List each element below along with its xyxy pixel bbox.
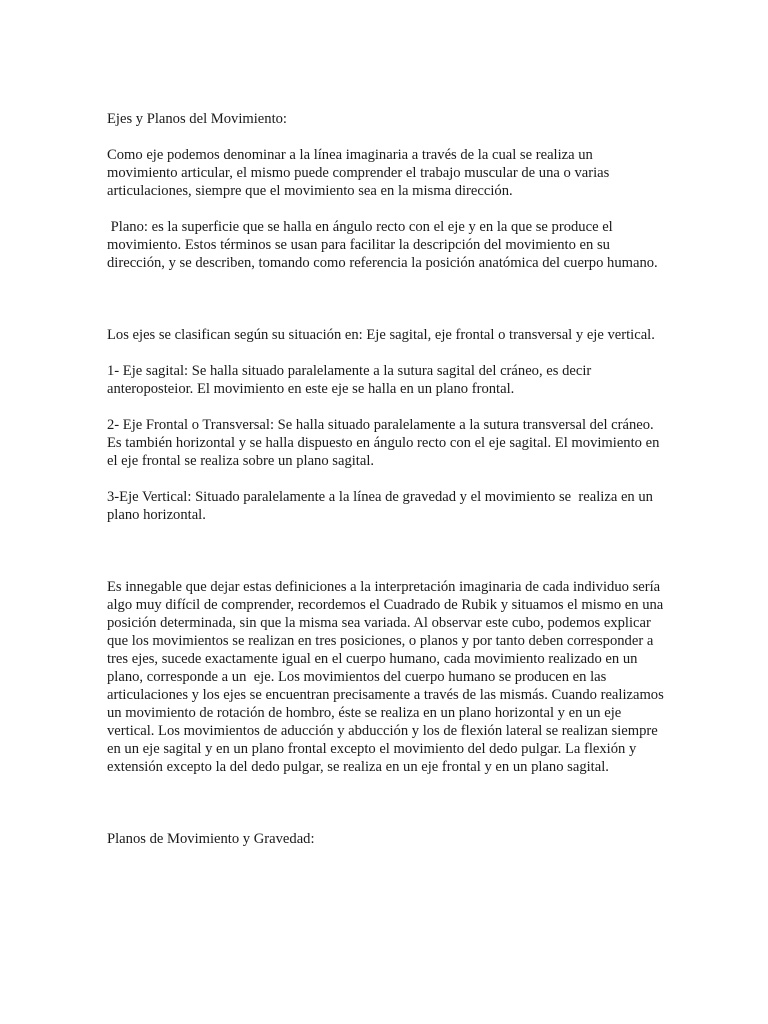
spacer	[107, 524, 667, 542]
spacer	[107, 200, 667, 218]
document-body	[107, 110, 667, 848]
spacer	[107, 470, 667, 488]
paragraph-eje-vertical: 3-Eje Vertical: Situado paralelamente a la línea de gravedad y el movimiento se realiza en un plano horizontal.	[107, 489, 657, 523]
paragraph-eje-definition: Como eje podemos denominar a la línea imaginaria a través de la cual se realiza un movimiento articular, el mismo puede comprender el trabajo muscular de una o varias articulaciones, siempre que el movimiento sea en la misma dirección.	[107, 147, 610, 199]
paragraph-ejes-clasificacion: Los ejes se clasifican según su situación en: Eje sagital, eje frontal o transversal y eje vertical.	[107, 327, 655, 343]
spacer	[107, 128, 667, 146]
spacer	[107, 398, 667, 416]
paragraph-cubo-rubik: Es innegable que dejar estas definiciones a la interpretación imaginaria de cada individuo sería algo muy difícil de comprender, recordemos el Cuadrado de Rubik y situamos el mismo en una posición determinada, sin que la misma sea variada. Al observar este cubo, podemos explicar que los movimientos se realizan en tres posiciones, o planos y por tanto deben corresponder a tres ejes, sucede exactamente igual en el cuerpo humano, cada movimiento realizado en un plano, corresponde a un eje. Los movimientos del cuerpo humano se producen en las articulaciones y los ejes se encuentran precisamente a través de las mismás. Cuando realizamos un movimiento de rotación de hombro, éste se realiza en un plano horizontal y en un eje vertical. Los movimientos de aducción y abducción y los de flexión lateral se realizan siempre en un eje sagital y en un plano frontal excepto el movimiento del dedo pulgar. La flexión y extensión excepto la del dedo pulgar, se realiza en un eje frontal y en un plano sagital.	[107, 579, 668, 775]
paragraph-eje-frontal: 2- Eje Frontal o Transversal: Se halla situado paralelamente a la sutura transversal del cráneo. Es también horizontal y se halla dispuesto en ángulo recto con el eje sagital. El movimiento en el eje frontal se realiza sobre un plano sagital.	[107, 417, 660, 469]
spacer	[107, 542, 667, 578]
spacer	[107, 290, 667, 326]
section-heading-planos-gravedad: Planos de Movimiento y Gravedad:	[107, 831, 315, 847]
paragraph-plano-definition: Plano: es la superficie que se halla en ángulo recto con el eje y en la que se produce el movimiento. Estos términos se usan para facilitar la descripción del movimiento en su dirección, y se describen, tomando como referencia la posición anatómica del cuerpo humano.	[107, 219, 658, 271]
spacer	[107, 344, 667, 362]
paragraph-eje-sagital: 1- Eje sagital: Se halla situado paralelamente a la sutura sagital del cráneo, es decir anteroposteior. El movimiento en este eje se halla en un plano frontal.	[107, 363, 592, 397]
spacer	[107, 776, 667, 794]
spacer	[107, 794, 667, 830]
document-title: Ejes y Planos del Movimiento:	[107, 111, 287, 127]
spacer	[107, 272, 667, 290]
